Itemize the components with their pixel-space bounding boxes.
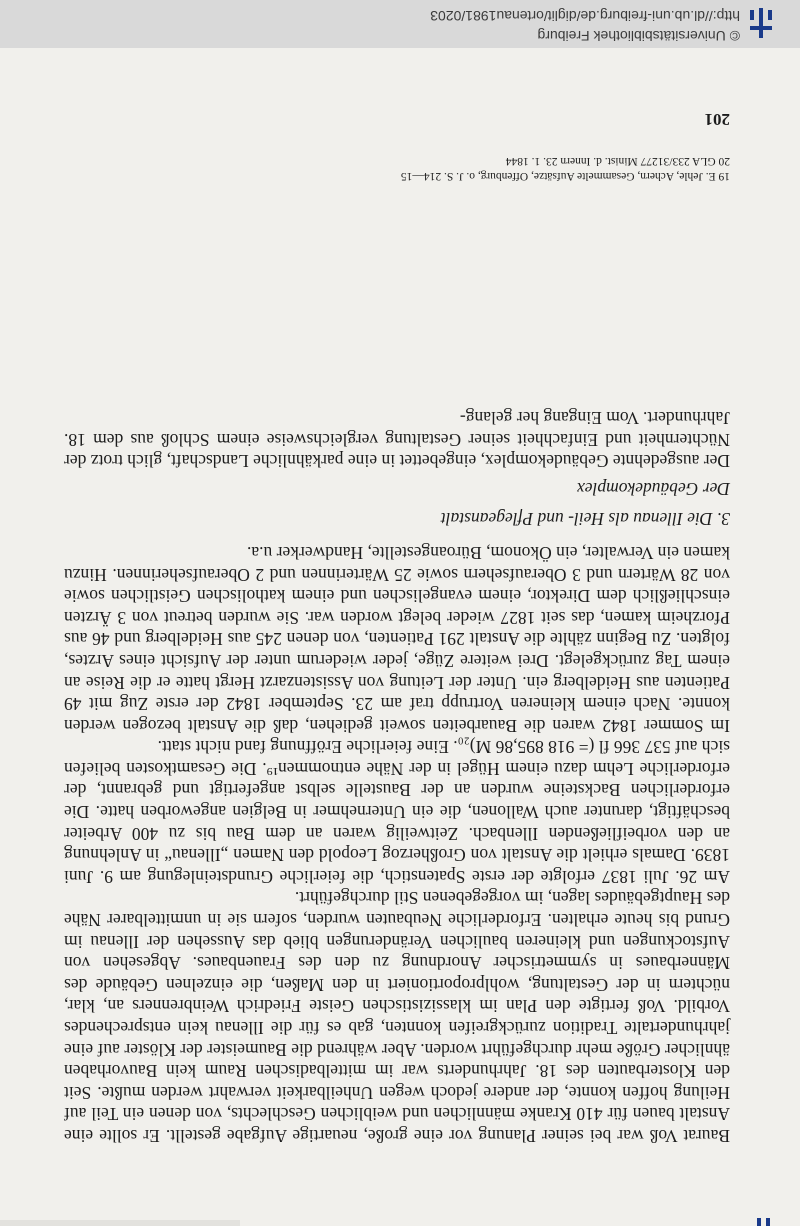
ub-logo-icon: [750, 8, 772, 38]
ub-logo-small-icon: [756, 1218, 770, 1226]
paragraph-4: Der ausgedehnte Gebäudekomplex, eingebettet in eine parkähnliche Landschaft, glich trotz der Nüchternheit und Einfachheit seiner Gestaltung vergleichsweise einem Schloß aus dem 18. Jahrhundert. Vom Eingang her gelang-: [64, 408, 730, 472]
page-number: 201: [704, 110, 730, 129]
paragraph-2: Am 26. Juli 1837 erfolgte der erste Spatenstich, die feierliche Grundsteinlegung am 9. Juni 1839. Damals erhielt die Anstalt von Großherzog Leopold den Namen „Illenau“ in Anlehnung an den vorbeifließenden Illenbach. Zeitweilig waren an dem Bau bis zu 400 Arbeiter beschäftigt, darunter auch Wallonen, die ein Unternehmer in Belgien angeworben hatte. Die erforderlichen Backsteine wurden an der Baustelle selbst angefertigt und gebrannt, der erforderliche Lehm dazu einem Hügel in der Nähe entnommen¹⁹. Die Gesamtkosten beliefen sich auf 537 366 fl (= 918 895,86 M)₂₀. Eine feierliche Eröffnung fand nicht statt.: [64, 737, 730, 887]
footer-copyright: © Universitätsbibliothek Freiburg: [537, 28, 740, 44]
footnotes: [64, 154, 730, 183]
footnote-20: 20 GLA 233/31277 Minist. d. Innern 23. 1. 1844: [505, 155, 730, 168]
section-heading: 3. Die Illenau als Heil- und Pflegeanstalt: [440, 509, 730, 530]
footer-url[interactable]: http://dl.ub.uni-freiburg.de/diglit/ortenau1981/0203: [430, 8, 740, 24]
body-text: [64, 407, 730, 1146]
paragraph-1: Baurat Voß war bei seiner Planung vor eine große, neuartige Aufgabe gestellt. Er sollte eine Anstalt bauen für 410 Kranke männlichen und weiblichen Geschlechts, von denen ein Teil auf Heilung hoffen konnte, der andere jedoch wegen Unheilbarkeit verwahrt werden mußte. Seit den Klosterbauten des 18. Jahrhunderts war im mittelbadischen Raum kein Bauvorhaben ähnlicher Größe mehr durchgeführt worden. Aber während die Baumeister der Klöster auf eine jahrhundertalte Tradition zurückgreifen konnten, gab es für die Illenau kein entsprechendes Vorbild. Voß fertigte den Plan im klassizistischen Geiste Friedrich Weinbrenners an, klar, nüchtern in der Gestaltung, wohlproportioniert in den Maßen, die einzelnen Gebäude des Männerbaues in symmetrischer Anordnung zu den des Frauenbaues. Abgesehen von Aufstockungen und kleineren baulichen Veränderungen blieb das Aussehen der Illenau im Grund bis heute erhalten. Erforderliche Neubauten wurden, sofern sie in unmittelbarer Nähe des Hauptgebäudes lagen, im vorgegebenen Stil durchgeführt.: [64, 888, 730, 1146]
scan-edge-strip: [0, 1220, 240, 1226]
footnote-19: 19 E. Jehle, Achern, Gesammelte Aufsätze, Offenburg, o. J. S. 214—15: [400, 170, 730, 182]
subheading: Der Gebäudekomplex: [576, 479, 730, 500]
paragraph-3: Im Sommer 1842 waren die Bauarbeiten soweit gediehen, daß die Anstalt bezogen werden konnte. Nach einem kleineren Vortrupp traf am 23. September 1842 der erste Zug mit 49 Patienten aus Heidelberg ein. Unter der Leitung von Assistenzarzt Hergt hatte er die Reise an einem Tag zurückgelegt. Drei weitere Züge, jeder wiederum unter der Aufsicht eines Arztes, folgten. Zu Beginn zählte die Anstalt 291 Patienten, von denen 245 aus Heidelberg und 46 aus Pforzheim kamen, das seit 1827 wieder belegt worden war. Sie wurden betreut von 3 Ärzten einschließlich dem Direktor, einem evangelischen und einem katholischen Geistlichen sowie von 28 Wärtern und 3 Oberaufsehern sowie 25 Wärterinnen und 2 Oberaufseherinnen. Hinzu kamen ein Verwalter, ein Ökonom, Büroangestellte, Handwerker u.a.: [64, 542, 730, 736]
